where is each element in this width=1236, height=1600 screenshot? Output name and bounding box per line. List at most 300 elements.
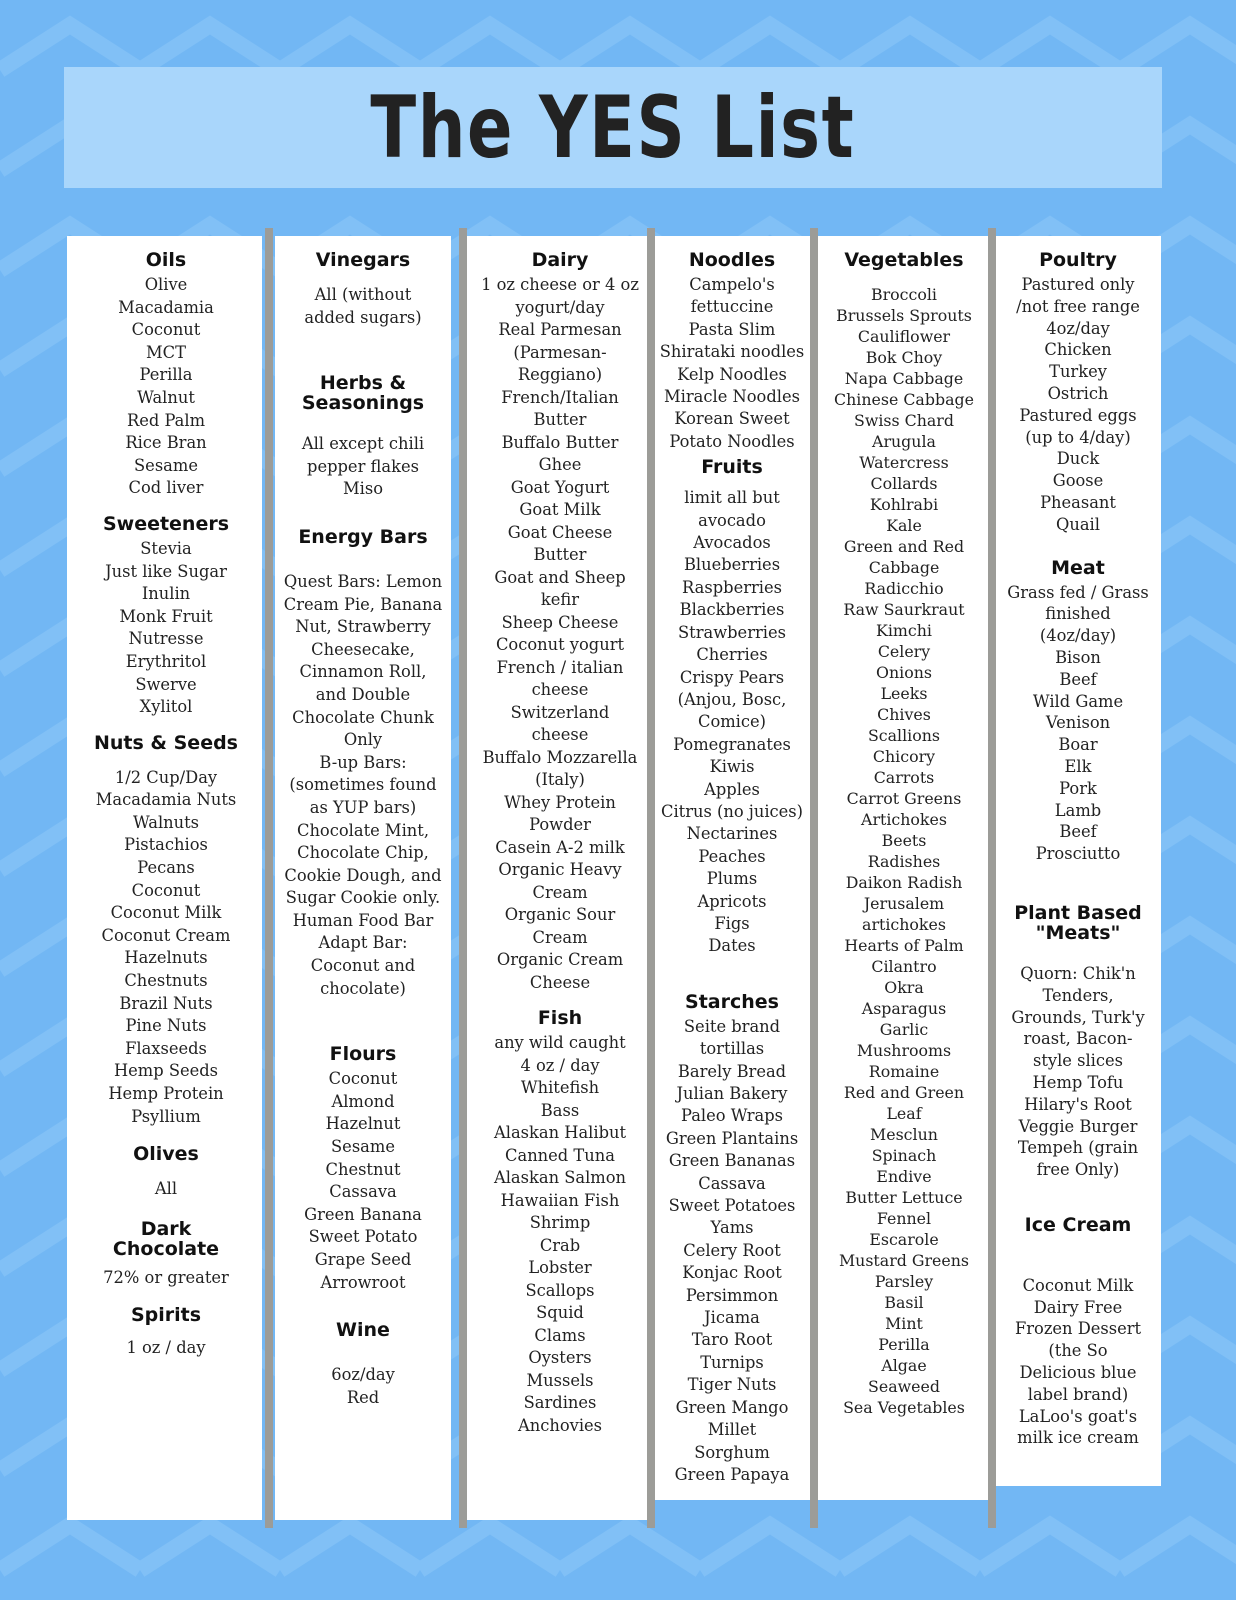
- list-item: Reggiano): [517, 365, 603, 384]
- list-item: label brand): [1027, 1384, 1129, 1404]
- list-item: Just like Sugar: [105, 561, 227, 581]
- section-heading: Poultry: [1039, 249, 1117, 271]
- list-item: Spinach: [871, 1146, 937, 1165]
- list-item: Fennel: [876, 1209, 932, 1228]
- list-item: Olive: [144, 275, 188, 294]
- list-item: Cassava: [698, 1173, 766, 1193]
- title-banner: [64, 67, 1162, 188]
- list-item: Walnut: [137, 387, 195, 407]
- section: [995, 1215, 1161, 1449]
- list-item: Veggie Burger: [1018, 1116, 1138, 1136]
- list-item: Nutresse: [128, 629, 204, 649]
- list-item: Cabbage: [868, 558, 940, 577]
- list-item: Beef: [1059, 822, 1097, 842]
- list-item: Bok Choy: [865, 348, 943, 367]
- column-divider: [265, 228, 273, 1528]
- list-item: Pomegranates: [673, 734, 791, 754]
- list-item: Shrimp: [529, 1213, 591, 1232]
- section: [467, 1008, 653, 1437]
- list-item: Swerve: [135, 674, 197, 694]
- list-item: Red and Green: [843, 1083, 965, 1102]
- list-item: Korean Sweet: [674, 409, 790, 429]
- list-item: Hazelnuts: [124, 948, 208, 968]
- section-heading: Vegetables: [844, 249, 964, 271]
- list-item: Butter: [533, 545, 587, 564]
- list-item: Arugula: [872, 432, 936, 451]
- section: [467, 250, 653, 994]
- list-item: (Parmesan-: [513, 342, 607, 362]
- list-item: Broccoli: [871, 285, 937, 304]
- list-item: Pistachios: [124, 835, 208, 855]
- list-item: /not free range: [1016, 296, 1140, 316]
- list-item: Quail: [1056, 514, 1100, 534]
- list-item: Apples: [704, 779, 760, 799]
- list-item: Coconut Milk: [110, 903, 222, 923]
- list-item: Sweet Potatoes: [668, 1196, 796, 1216]
- list-item: cheese: [531, 680, 589, 699]
- list-item: Figs: [714, 913, 750, 933]
- list-item: Mint: [885, 1314, 923, 1333]
- list-item: Hearts of Palm: [844, 936, 964, 955]
- section: [67, 1219, 265, 1290]
- section: [652, 457, 812, 958]
- list-item: Kelp Noodles: [677, 364, 787, 384]
- list-item: Pheasant: [1040, 492, 1116, 512]
- list-item: Blueberries: [683, 555, 781, 575]
- list-item: Arrowroot: [320, 1272, 406, 1292]
- list-item: Carrots: [873, 768, 935, 787]
- list-item: Sorghum: [694, 1442, 770, 1462]
- column-6: [995, 250, 1161, 1449]
- list-item: Turkey: [1049, 362, 1107, 382]
- list-item: All except chili: [301, 434, 425, 454]
- list-item: Crab: [539, 1235, 581, 1255]
- list-item: Elk: [1064, 756, 1092, 776]
- section-heading: Olives: [133, 1143, 199, 1166]
- section-heading: Oils: [145, 249, 187, 271]
- list-item: Organic Sour: [504, 905, 616, 924]
- list-item: Basil: [884, 1293, 924, 1312]
- list-item: Clams: [534, 1325, 586, 1345]
- section: [275, 1320, 451, 1409]
- list-item: Celery: [877, 642, 931, 661]
- list-item: Seaweed: [868, 1377, 940, 1396]
- list-item: Goat Milk: [519, 500, 601, 519]
- list-item: Artichokes: [861, 810, 947, 829]
- list-item: Garlic: [879, 1020, 929, 1039]
- list-item: Red: [346, 1387, 380, 1407]
- list-item: Cauliflower: [857, 327, 951, 346]
- column-divider: [459, 228, 467, 1528]
- list-item: Prosciutto: [1035, 844, 1121, 864]
- list-item: Miso: [342, 479, 384, 499]
- list-item: Pasta Slim: [688, 319, 776, 339]
- list-item: Duck: [1056, 449, 1100, 469]
- list-item: Coconut: [131, 320, 201, 340]
- list-item: Mustard Greens: [838, 1251, 970, 1270]
- list-item: Macadamia Nuts: [95, 790, 237, 810]
- list-item: Walnuts: [132, 812, 200, 832]
- list-item: Squid: [536, 1303, 584, 1322]
- list-item: Radishes: [867, 852, 941, 871]
- list-item: Only: [343, 730, 383, 750]
- list-item: Asparagus: [861, 999, 947, 1018]
- list-item: Alaskan Halibut: [493, 1123, 627, 1142]
- list-item: Green Bananas: [668, 1151, 796, 1171]
- list-item: Carrot Greens: [846, 789, 962, 808]
- list-item: Cherries: [696, 645, 768, 665]
- section: [67, 1305, 265, 1360]
- list-item: Coconut Cream: [101, 925, 231, 945]
- list-item: finished: [1045, 604, 1111, 624]
- section-heading: Sweeteners: [102, 512, 230, 535]
- list-item: free Only): [1036, 1160, 1120, 1180]
- list-item: Pork: [1059, 778, 1097, 798]
- list-item: 1 oz / day: [126, 1338, 206, 1358]
- list-item: (Italy): [535, 770, 585, 789]
- list-item: Hemp Seeds: [113, 1061, 219, 1081]
- list-item: Organic Cream: [496, 950, 624, 969]
- list-item: Julian Bakery: [676, 1084, 788, 1103]
- list-item: Whitefish: [520, 1078, 600, 1097]
- list-item: Lobster: [528, 1258, 592, 1277]
- list-item: Rice Bran: [125, 433, 207, 453]
- list-item: B-up Bars:: [319, 752, 407, 772]
- list-item: kefir: [540, 590, 580, 609]
- list-item: Oysters: [528, 1348, 592, 1367]
- list-item: Adapt Bar:: [318, 933, 408, 953]
- list-item: Napa Cabbage: [844, 369, 964, 388]
- list-item: Apricots: [697, 891, 767, 911]
- list-item: Macadamia: [118, 297, 214, 317]
- list-item: Avocados: [693, 533, 771, 553]
- list-item: Green and Red: [843, 537, 965, 556]
- list-item: Anchovies: [517, 1415, 603, 1435]
- list-item: Chocolate Chip,: [297, 843, 429, 863]
- list-item: Whey Protein: [504, 792, 616, 812]
- list-item: Almond: [331, 1091, 395, 1111]
- list-item: Watercress: [859, 453, 949, 472]
- list-item: Coconut: [328, 1069, 398, 1089]
- list-item: Delicious blue: [1019, 1363, 1137, 1383]
- list-item: Green Plantains: [665, 1128, 799, 1148]
- list-item: Brussels Sprouts: [836, 306, 972, 325]
- list-item: Coconut Milk: [1022, 1275, 1134, 1295]
- section-heading: Ice Cream: [1024, 1213, 1132, 1236]
- list-item: Venison: [1045, 713, 1111, 733]
- list-item: Butter Lettuce: [845, 1188, 963, 1207]
- column-5: [818, 250, 990, 1418]
- list-item: milk ice cream: [1017, 1428, 1139, 1448]
- list-item: Chocolate Chunk: [292, 707, 434, 727]
- list-item: Coconut and: [310, 956, 416, 976]
- list-item: Daikon Radish: [845, 873, 963, 892]
- list-item: Hilary's Root: [1024, 1094, 1132, 1114]
- list-item: Onions: [876, 663, 932, 682]
- list-item: Cream: [532, 882, 588, 902]
- list-item: Canned Tuna: [505, 1145, 615, 1165]
- list-item: Radicchio: [864, 579, 944, 598]
- list-item: LaLoo's goat's: [1018, 1406, 1138, 1426]
- list-item: (the So: [1048, 1341, 1108, 1361]
- list-item: any wild caught: [494, 1033, 626, 1052]
- list-item: Escarole: [869, 1230, 939, 1249]
- list-item: Grounds, Turk'y: [1011, 1007, 1145, 1027]
- list-item: Ghee: [538, 455, 582, 474]
- list-item: Kale: [886, 516, 922, 535]
- list-item: Crispy Pears: [679, 667, 785, 687]
- list-item: Bison: [1055, 647, 1101, 667]
- section: [275, 373, 451, 501]
- list-item: Plums: [706, 869, 758, 889]
- list-item: Organic Heavy: [498, 860, 622, 879]
- list-item: Xylitol: [139, 697, 193, 717]
- section-heading: Flours: [329, 1043, 397, 1066]
- list-item: Shirataki noodles: [659, 342, 805, 362]
- list-item: Cod liver: [128, 478, 204, 498]
- list-item: Pastured only: [1021, 275, 1135, 294]
- list-item: 1/2 Cup/Day: [114, 767, 218, 787]
- list-item: Leeks: [880, 684, 928, 703]
- list-item: (4oz/day): [1039, 626, 1117, 646]
- list-item: Mussels: [526, 1370, 594, 1390]
- list-item: Mushrooms: [856, 1041, 952, 1060]
- list-item: 1 oz cheese or 4 oz: [481, 275, 639, 294]
- list-item: Seite brand: [683, 1016, 781, 1036]
- list-item: Human Food Bar: [292, 910, 434, 930]
- list-item: Citrus (no juices): [660, 801, 804, 821]
- list-item: Nut, Strawberry: [295, 617, 431, 637]
- list-item: Switzerland: [510, 702, 610, 722]
- list-item: Goat Yogurt: [510, 477, 610, 497]
- list-item: Green Mango: [675, 1397, 789, 1417]
- list-item: Cream: [532, 927, 588, 947]
- list-item: French/Italian: [501, 387, 619, 407]
- list-item: Romaine: [868, 1062, 940, 1081]
- list-item: Potato Noodles: [669, 431, 795, 451]
- list-item: Sheep Cheese: [501, 612, 619, 632]
- section-heading: Dark Chocolate: [112, 1217, 220, 1260]
- list-item: Beets: [881, 831, 927, 850]
- list-item: pepper flakes: [307, 456, 419, 476]
- section-heading: Spirits: [130, 1304, 202, 1327]
- list-item: yogurt/day: [515, 297, 605, 317]
- page-title: The YES List: [370, 77, 856, 178]
- list-item: Pecans: [137, 858, 195, 878]
- list-item: Cheesecake,: [311, 639, 415, 659]
- list-item: Algae: [881, 1356, 927, 1375]
- list-item: Parsley: [874, 1272, 934, 1291]
- list-item: Chives: [877, 705, 931, 724]
- list-item: Millet: [707, 1420, 757, 1440]
- list-item: Peaches: [698, 846, 766, 866]
- column-3: [467, 250, 653, 1437]
- section: [275, 250, 451, 329]
- list-item: Goat Cheese: [507, 522, 613, 542]
- list-item: Ostrich: [1047, 383, 1109, 403]
- list-item: Cassava: [329, 1182, 397, 1202]
- list-item: Campelo's: [689, 275, 775, 294]
- column-1: [67, 250, 265, 1360]
- list-item: Erythritol: [125, 651, 207, 671]
- list-item: Kohlrabi: [869, 495, 939, 514]
- list-item: Sesame: [134, 455, 198, 475]
- section-heading: Noodles: [688, 249, 776, 271]
- list-item: MCT: [146, 342, 186, 362]
- list-item: Real Parmesan: [498, 320, 622, 339]
- list-item: Endive: [876, 1167, 932, 1186]
- section: [67, 514, 265, 719]
- section: [652, 250, 812, 453]
- section: [995, 558, 1161, 865]
- list-item: as YUP bars): [309, 797, 417, 817]
- list-item: Leaf: [886, 1104, 922, 1123]
- section: [818, 250, 990, 1418]
- list-item: Buffalo Mozzarella: [482, 747, 638, 767]
- list-item: Tenders,: [1042, 985, 1114, 1005]
- list-item: Lamb: [1054, 800, 1102, 820]
- list-item: Brazil Nuts: [119, 993, 213, 1013]
- list-item: Jicama: [704, 1308, 760, 1328]
- list-item: Butter: [533, 410, 587, 429]
- list-item: Pastured eggs: [1019, 405, 1137, 425]
- list-item: Hemp Tofu: [1032, 1072, 1124, 1092]
- list-item: Dairy Free: [1033, 1297, 1123, 1317]
- list-item: Cinnamon Roll,: [299, 662, 427, 682]
- list-item: All: [154, 1179, 178, 1199]
- list-item: style slices: [1033, 1051, 1123, 1071]
- list-item: Perilla: [139, 365, 193, 385]
- list-item: Cheese: [529, 972, 591, 992]
- list-item: Cilantro: [871, 957, 937, 976]
- list-item: (sometimes found: [289, 775, 437, 795]
- section-heading: Wine: [336, 1319, 390, 1342]
- list-item: Konjac Root: [682, 1263, 782, 1283]
- list-item: French / italian: [496, 657, 624, 677]
- list-item: 4oz/day: [1046, 318, 1110, 338]
- list-item: Bass: [540, 1100, 580, 1120]
- list-item: Persimmon: [685, 1285, 779, 1305]
- list-item: Alaskan Salmon: [493, 1168, 627, 1187]
- list-item: Sardines: [523, 1393, 597, 1412]
- list-item: Scallions: [867, 726, 941, 745]
- list-item: Frozen Dessert: [1014, 1319, 1142, 1339]
- list-item: and Double: [315, 684, 411, 704]
- section: [67, 250, 265, 500]
- list-item: Scallops: [525, 1280, 595, 1300]
- list-item: Nectarines: [686, 824, 778, 844]
- section: [67, 733, 265, 1129]
- list-item: Hawaiian Fish: [500, 1190, 620, 1210]
- list-item: avocado: [698, 510, 766, 530]
- section-heading: Herbs & Seasonings: [301, 372, 425, 415]
- list-item: Goat and Sheep: [494, 567, 626, 587]
- list-item: Chicken: [1044, 340, 1112, 360]
- list-item: Flaxseeds: [125, 1038, 207, 1058]
- list-item: Chestnut: [325, 1159, 401, 1179]
- list-item: Red Palm: [126, 410, 206, 430]
- list-item: Grape Seed: [314, 1250, 412, 1269]
- list-item: Collards: [870, 474, 938, 493]
- list-item: Quest Bars: Lemon: [283, 571, 443, 591]
- list-item: Blackberries: [679, 600, 785, 620]
- list-item: Pine Nuts: [125, 1016, 207, 1036]
- list-item: Sesame: [331, 1137, 395, 1157]
- column-2: [275, 250, 451, 1409]
- list-item: Cookie Dough, and: [284, 865, 442, 885]
- list-item: Taro Root: [691, 1330, 773, 1350]
- list-item: Raw Saurkraut: [843, 600, 965, 619]
- list-item: cheese: [531, 725, 589, 744]
- list-item: roast, Bacon-: [1023, 1029, 1133, 1049]
- list-item: Okra: [884, 978, 924, 997]
- list-item: Sea Vegetables: [843, 1398, 965, 1417]
- list-item: Raspberries: [682, 577, 782, 597]
- section-heading: Dairy: [531, 249, 589, 271]
- list-item: Casein A-2 milk: [495, 837, 625, 857]
- list-item: Hemp Protein: [108, 1084, 224, 1103]
- list-item: Jerusalem: [863, 894, 945, 913]
- list-item: Chocolate Mint,: [296, 820, 429, 840]
- list-item: Buffalo Butter: [501, 432, 619, 452]
- list-item: Beef: [1059, 669, 1097, 689]
- list-item: Kimchi: [876, 621, 932, 640]
- section-heading: Plant Based "Meats": [1014, 901, 1142, 944]
- column-4: [652, 250, 812, 1486]
- list-item: fettuccine: [690, 297, 774, 317]
- list-item: Kiwis: [709, 757, 755, 777]
- list-item: added sugars): [304, 307, 422, 327]
- list-item: Paleo Wraps: [680, 1106, 784, 1126]
- list-item: Monk Fruit: [119, 606, 213, 626]
- section: [275, 1044, 451, 1294]
- list-item: Celery Root: [683, 1240, 781, 1260]
- list-item: Sugar Cookie only.: [285, 888, 441, 908]
- section-heading: Starches: [685, 990, 779, 1013]
- list-item: Yams: [710, 1218, 754, 1238]
- list-item: chocolate): [320, 978, 406, 998]
- list-item: Inulin: [141, 584, 191, 604]
- list-item: Psyllium: [131, 1106, 201, 1126]
- list-item: Barely Bread: [677, 1061, 787, 1081]
- list-item: Chinese Cabbage: [834, 390, 974, 409]
- list-item: Chestnuts: [124, 971, 208, 991]
- list-item: Turnips: [700, 1352, 764, 1372]
- list-item: 6oz/day: [331, 1365, 395, 1385]
- section-heading: Energy Bars: [298, 525, 428, 548]
- list-item: 4 oz / day: [520, 1055, 600, 1075]
- list-item: Dates: [708, 936, 756, 956]
- section-heading: Fish: [537, 1007, 583, 1029]
- list-item: Tiger Nuts: [687, 1375, 777, 1395]
- section: [67, 1144, 265, 1201]
- list-item: Green Banana: [304, 1204, 422, 1224]
- list-item: Wild Game: [1032, 691, 1124, 711]
- list-item: Goose: [1052, 471, 1104, 491]
- list-item: Cream Pie, Banana: [283, 594, 443, 614]
- list-item: Grass fed / Grass: [1007, 582, 1149, 602]
- list-item: Mesclun: [870, 1125, 938, 1144]
- list-item: Green Papaya: [674, 1464, 790, 1484]
- list-item: Coconut yogurt: [495, 635, 625, 654]
- list-item: Perilla: [878, 1335, 930, 1354]
- list-item: Strawberries: [678, 622, 786, 642]
- list-item: Swiss Chard: [854, 411, 954, 430]
- section: [995, 903, 1161, 1181]
- section: [995, 250, 1161, 536]
- list-item: Powder: [529, 815, 591, 834]
- list-item: Tempeh (grain: [1017, 1138, 1139, 1158]
